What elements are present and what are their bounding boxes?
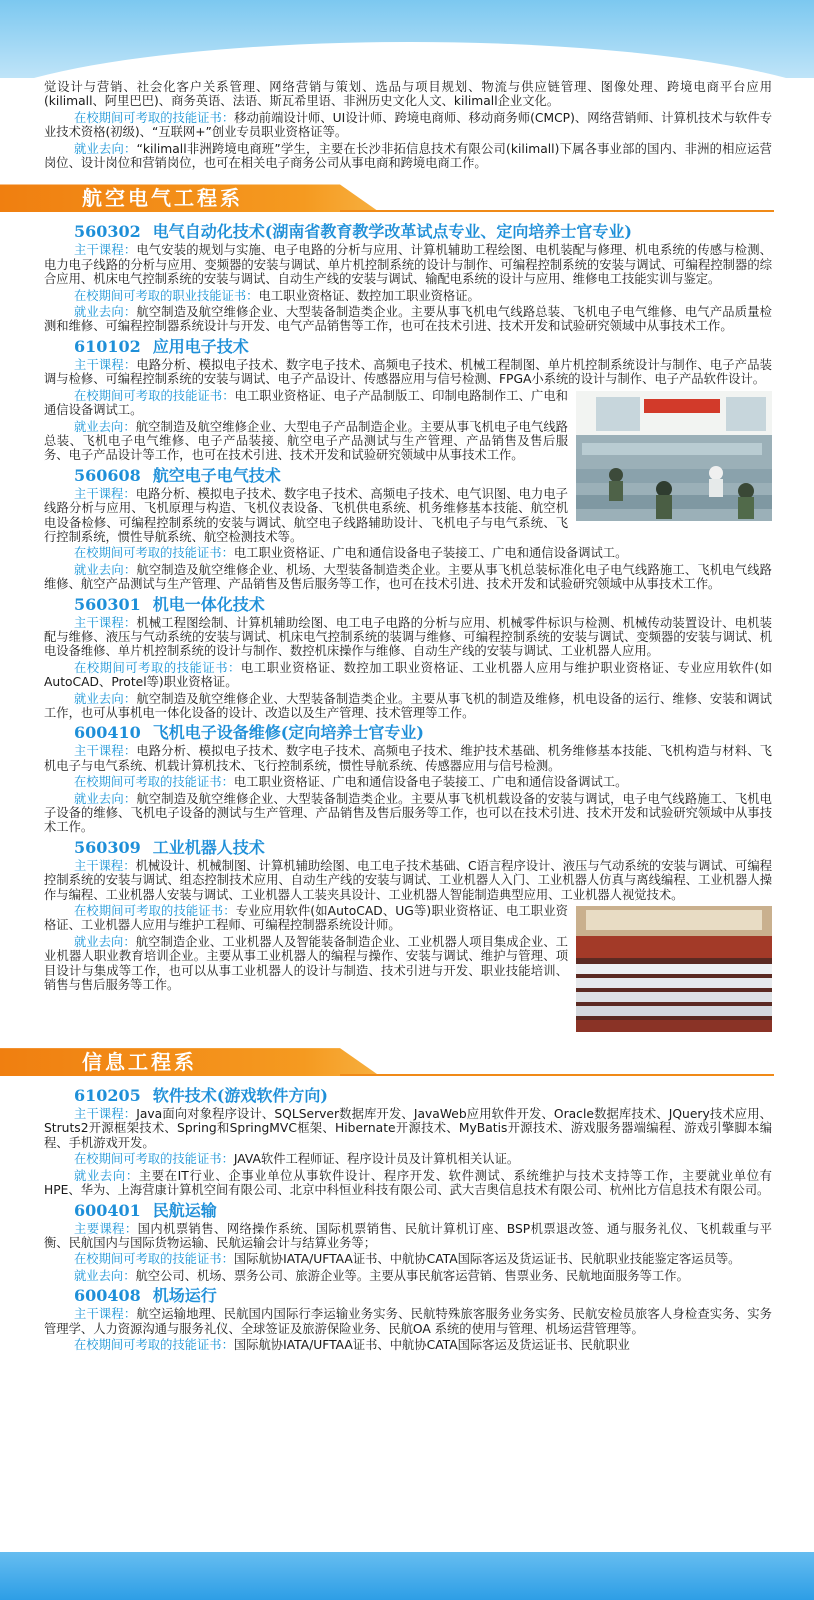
program-title: 560309 工业机器人技术 bbox=[74, 837, 265, 857]
section-line bbox=[340, 210, 774, 212]
program-title: 610102 应用电子技术 bbox=[74, 336, 249, 356]
program-courses: 主干课程：电路分析、模拟电子技术、数字电子技术、高频电子技术、机械工程制图、单片机控制系统设计与制作、电子产品装调与检修、可编程控制系统的安装与调试、电子产品设计、传感器应用与信号检测、FPGA小系统的设计与制作、电子产品软件设计。 bbox=[44, 357, 772, 387]
program-job: 就业去向：航空制造及航空维修企业、机场、大型装备制造类企业。主要从事飞机总装标准化电子电气线路施工、飞机电气线路维修、航空产品测试与生产管理、产品销售及售后服务等工作，也可在技术引进、技术开发和试验研究领域中从事技术工作。 bbox=[44, 562, 772, 592]
program-cert: 在校期间可考取的技能证书：国际航协IATA/UFTAA证书、中航协CATA国际客运及货运证书、民航职业技能鉴定客运员等。 bbox=[74, 1252, 741, 1267]
program-title: 610205 软件技术(游戏软件方向) bbox=[74, 1086, 328, 1106]
program-courses: 主要课程：国内机票销售、网络操作系统、国际机票销售、民航计算机订座、BSP机票退改签、通与服务礼仪、飞机载重与平衡、民航国内与国际货物运输、民航运输会计与结算业务等； bbox=[44, 1221, 772, 1250]
intro-courses: 觉设计与营销、社会化客户关系管理、网络营销与策划、选品与项目规划、物流与供应链管理、图像处理、跨境电商平台应用(kilimall、阿里巴巴)、商务英语、法语、斯瓦希里语、非洲历史文化人文、kilimall企业文化。 bbox=[44, 80, 772, 109]
program-cert: 在校期间可考取的技能证书：电工职业资格证、电子产品制版工、印制电路制作工、广电和通信设备调试工。 bbox=[44, 388, 568, 418]
section-header-aviation-electrical bbox=[0, 184, 772, 212]
program-courses: 主干课程：Java面向对象程序设计、SQLServer数据库开发、JavaWeb应用软件开发、Oracle数据库技术、JQuery技术应用、Struts2开源框架技术、Spring和SpringMVC框架、Hibernate开源技术、MyBatis开源技术、游戏服务器端编程、游戏引擎脚本编程、手机游戏开发。 bbox=[44, 1107, 772, 1150]
program-title: 600401 民航运输 bbox=[74, 1200, 217, 1220]
program-cert: 在校期间可考取的技能证书：JAVA软件工程师证、程序设计员及计算机相关认证。 bbox=[74, 1152, 520, 1167]
section-line bbox=[340, 1074, 774, 1076]
program-title: 600408 机场运行 bbox=[74, 1286, 217, 1306]
program-job: 就业去向：航空制造及航空维修企业、大型装备制造类企业。主要从事飞机机载设备的安装与调试，电子电气线路施工、飞机电子设备的维修、飞机电子设备的测试与生产管理、产品销售及售后服务等工作，也可以在技术引进、技术开发和试验研究领域中从事技术工作。 bbox=[44, 791, 772, 835]
program-courses: 主干课程：航空运输地理、民航国内国际行李运输业务实务、民航特殊旅客服务业务实务、民航安检员旅客人身检查实务、实务管理学、人力资源沟通与服务礼仪、全球签证及旅游保险业务、民航OA 系统的使用与管理、机场运营管理等。 bbox=[44, 1307, 772, 1336]
program-courses: 主干课程：电气安装的规划与实施、电子电路的分析与应用、计算机辅助工程绘图、电机装配与修理、机电系统的传感与检测、电力电子线路的分析与应用、变频器的安装与调试、单片机控制系统的设计与制作、可编程控制系统的安装与调试、可编程控制器的综合应用、机床电气控制系统的安装与调试、自动生产线的安装与调试、输配电系统的设计与应用、维修电工技能实训与鉴定。 bbox=[44, 243, 772, 287]
program-cert: 在校期间可考取的技能证书：专业应用软件(如AutoCAD、UG等)职业资格证、电工职业资格证、工业机器人应用与维护工程师、可编程控制器系统设计师。 bbox=[44, 904, 568, 933]
program-cert: 在校期间可考取的技能证书：电工职业资格证、数控加工职业资格证、工业机器人应用与维护职业资格证、专业应用软件(如AutoCAD、Protel等)职业资格证。 bbox=[44, 660, 772, 690]
intro-cert: 在校期间可考取的技能证书：移动前端设计师、UI设计师、跨境电商师、移动商务师(CMCP)、网络营销师、计算机技术与软件专业技术资格(初级)、“互联网+”创业专员职业资格证等。 bbox=[44, 110, 772, 140]
section-title: 信息工程系 bbox=[82, 1050, 197, 1075]
program-job: 就业去向：航空制造企业、工业机器人及智能装备制造企业、工业机器人项目集成企业、工业机器人职业教育培训企业。主要从事工业机器人的编程与操作、安装与调试、维护与管理、项目设计与集成等工作，也可以从事工业机器人的设计与制造、技术引进与开发、职业技能培训、销售与售后服务等工作。 bbox=[44, 934, 568, 993]
program-job: 就业去向：航空制造及航空维修企业、大型电子产品制造企业。主要从事飞机电子电气线路总装、飞机电子电气维修、电子产品装接、航空电子产品测试与生产管理、产品销售及售后服务、电子产品设计等工作，也可在技术引进、技术开发和试验研究领域中从事技术工作。 bbox=[44, 419, 568, 463]
program-job: 就业去向：航空制造及航空维修企业、大型装备制造类企业。主要从事飞机的制造及维修，机电设备的运行、维修、安装和调试工作，也可从事机电一体化设备的设计、改造以及生产管理、技术管理等工作。 bbox=[44, 691, 772, 720]
program-cert: 在校期间可考取的职业技能证书：电工职业资格证、数控加工职业资格证。 bbox=[74, 288, 480, 303]
section-title: 航空电气工程系 bbox=[82, 186, 243, 211]
program-job: 就业去向：航空制造及航空维修企业、大型装备制造类企业。主要从事飞机电气线路总装、飞机电子电气维修、电气产品质量检测和维修、可编程控制器系统设计与开发、电气产品销售等工作，也可在技术引进、技术开发和试验研究领域中从事技术工作。 bbox=[44, 305, 772, 334]
program-title: 560301 机电一体化技术 bbox=[74, 594, 265, 614]
program-title: 600410 飞机电子设备维修(定向培养士官专业) bbox=[74, 723, 424, 743]
program-cert: 在校期间可考取的技能证书：国际航协IATA/UFTAA证书、中航协CATA国际客运及货运证书、民航职业 bbox=[74, 1337, 630, 1352]
brochure-content bbox=[44, 80, 772, 1354]
electronics-lab-photo bbox=[576, 391, 772, 521]
program-job: 就业去向：主要在IT行业、企事业单位从事软件设计、程序开发、软件测试、系统维护与技术支持等工作，主要就业单位有HPE、华为、上海营康计算机空间有限公司、北京中科恒业科技有限公司、武大吉奥信息技术有限公司、杭州比方信息技术有限公司。 bbox=[44, 1168, 772, 1198]
ceremony-hall-photo bbox=[576, 906, 772, 1032]
program-courses: 主干课程：机械设计、机械制图、计算机辅助绘图、电工电子技术基础、C语言程序设计、液压与气动系统的安装与调试、可编程控制系统的安装与调试、组态控制技术应用、自动生产线的安装与调试、工业机器人入门、工业机器人仿真与离线编程、工业机器人操作与编程、工业机器人安装与调试、工业机器人工装夹具设计、工业机器人智能制造典型应用、工业机器人视觉技术。 bbox=[44, 858, 772, 902]
intro-job: 就业去向：“kilimall非洲跨境电商班”学生，主要在长沙非拓信息技术有限公司(kilimall)下属各事业部的国内、非洲的相应运营岗位、设计岗位和营销岗位，也可在相关电子商务公司从事电商和跨境电商工作。 bbox=[44, 141, 772, 171]
program-courses: 主干课程：机械工程图绘制、计算机辅助绘图、电工电子电路的分析与应用、机械零件标识与检测、机械传动装置设计、电机装配与维修、液压与气动系统的安装与调试、机床电气控制系统的装调与维修、可编程控制系统的安装与调试、变频器的安装与调试、机电设备维修、单片机控制系统的设计与制作、数控机床操作与维修、自动生产线的安装与调试、工业机器人应用。 bbox=[44, 615, 772, 659]
program-courses: 主干课程：电路分析、模拟电子技术、数字电子技术、高频电子技术、电气识图、电力电子线路分析与应用、飞机原理与构造、飞机仪表设备、飞机供电系统、机务维修基本技能、航空机电设备检修、可编程控制系统的安装与调试、航空电子线路辅助设计、飞机电子与电气系统、飞行控制系统，惯性导航系统、航空检测技术等。 bbox=[44, 486, 568, 544]
section-header-information-engineering bbox=[0, 1048, 772, 1076]
program-job: 就业去向：航空公司、机场、票务公司、旅游企业等。主要从事民航客运营销、售票业务、民航地面服务等工作。 bbox=[74, 1268, 689, 1283]
program-cert: 在校期间可考取的技能证书：电工职业资格证、广电和通信设备电子装接工、广电和通信设备调试工。 bbox=[74, 775, 628, 790]
footer-band bbox=[0, 1552, 814, 1600]
program-title: 560302 电气自动化技术(湖南省教育教学改革试点专业、定向培养士官专业) bbox=[74, 222, 632, 242]
program-courses: 主干课程：电路分析、模拟电子技术、数字电子技术、高频电子技术、维护技术基础、机务维修基本技能、飞机构造与材料、飞机电子与电气系统、机载计算机技术、飞行控制系统，惯性导航系统、传感器应用与信号检测。 bbox=[44, 744, 772, 773]
program-cert: 在校期间可考取的技能证书：电工职业资格证、广电和通信设备电子装接工、广电和通信设备调试工。 bbox=[74, 546, 628, 561]
program-title: 560608 航空电子电气技术 bbox=[74, 465, 281, 485]
